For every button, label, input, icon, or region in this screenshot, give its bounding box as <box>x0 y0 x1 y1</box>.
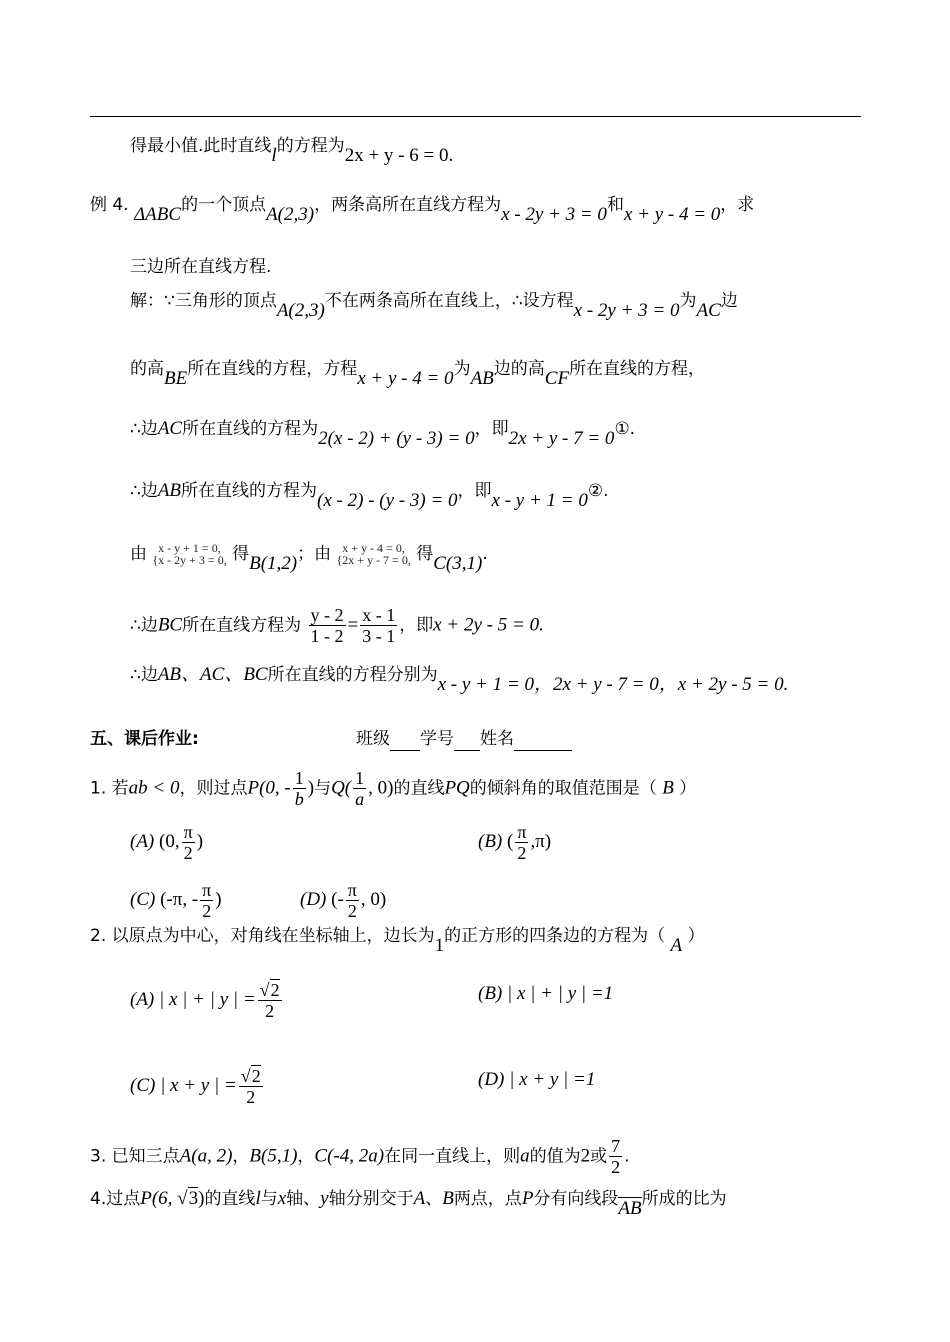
q1-option-c: (C) (-π, - $\frac{\pi}{2}$ ) <box>130 880 222 921</box>
example-4-statement: 例 4. ΔABC的一个顶点A(2,3)，两条高所在直线方程为x - 2y + 3 = 0和x + y - 4 = 0，求 <box>90 195 755 225</box>
fraction-x: $\frac{x - 1}{3 - 1}$ <box>362 605 396 646</box>
solution-line-5: 由 { x - y + 1 = 0, x - 2y + 3 = 0, 得B(1,2)；由 { x + y - 4 = 0, 2x + y - 7 = 0, 得C(3,1). <box>130 541 488 574</box>
q2-option-d: (D) | x + y | =1 <box>478 1069 596 1090</box>
q1-answer: B <box>662 777 674 799</box>
question-2: 2. 以原点为中心，对角线在坐标轴上，边长为1的正方形的四条边的方程为（ A ） <box>90 926 705 956</box>
solution-line-6: ∴边BC所在直线方程为 $\frac{y - 2}{1 - 2}$ = $\frac{x - 1}{3 - 1}$ ，即x + 2y - 5 = 0. <box>130 605 544 646</box>
q1-option-d: (D) (- $\frac{\pi}{2}$ , 0) <box>300 880 387 921</box>
solution-line-1: 解：∵三角形的顶点A(2,3)不在两条高所在直线上，∴设方程x - 2y + 3 = 0为AC边 <box>130 291 738 321</box>
solution-line-2: 的高BE所在直线的方程，方程x + y - 4 = 0为AB边的高CF所在直线的方程， <box>130 359 706 389</box>
solution-line-3: ∴边AC所在直线的方程为2(x - 2) + (y - 3) = 0，即2x + y - 7 = 0①. <box>130 418 636 449</box>
homework-student-info: 班级 学号 姓名 <box>356 728 572 751</box>
question-1: 1. 若ab < 0，则过点P(0, - $\frac{1}{b}$ )与Q( $\frac{1}{a}$ , 0)的直线PQ的倾斜角的取值范围是（ B ） <box>90 768 697 809</box>
homework-title: 五、课后作业: <box>90 729 199 749</box>
fraction-y: $\frac{y - 2}{1 - 2}$ <box>310 605 344 646</box>
solution-line-7: ∴边AB、AC、BC所在直线的方程分别为x - y + 1 = 0，2x + y - 7 = 0，x + 2y - 5 = 0. <box>130 664 789 695</box>
equation-system-2: { x + y - 4 = 0, 2x + y - 7 = 0, <box>336 541 411 567</box>
q1-option-b: (B) ( $\frac{\pi}{2}$ ,π) <box>478 822 552 863</box>
q2-option-b: (B) | x | + | y | =1 <box>478 983 614 1004</box>
question-3: 3. 已知三点A(a, 2)，B(5,1)，C(-4, 2a)在同一直线上，则a的值为2或 $\frac{7}{2}$ . <box>90 1136 630 1177</box>
equation-system-1: { x - y + 1 = 0, x - 2y + 3 = 0, <box>152 541 227 567</box>
q2-option-c: (C) | x + y | = $\frac{√2}{2}$ <box>130 1066 261 1107</box>
q1-option-a: (A) (0, $\frac{\pi}{2}$ ) <box>130 822 204 863</box>
min-value-line: 得最小值.此时直线l的方程为2x + y - 6 = 0. <box>130 136 454 166</box>
solution-line-4: ∴边AB所在直线的方程为(x - 2) - (y - 3) = 0，即x - y + 1 = 0②. <box>130 480 609 511</box>
q2-option-a: (A) | x | + | y | = $\frac{√2}{2}$ <box>130 980 280 1021</box>
header-rule <box>90 116 861 117</box>
question-4: 4.过点P(6, √3)的直线l与x轴、y轴分别交于A、B两点，点P分有向线段AB所成的比为 <box>90 1188 727 1219</box>
example-4-line2: 三边所在直线方程. <box>130 257 272 277</box>
q2-answer: A <box>670 935 683 956</box>
